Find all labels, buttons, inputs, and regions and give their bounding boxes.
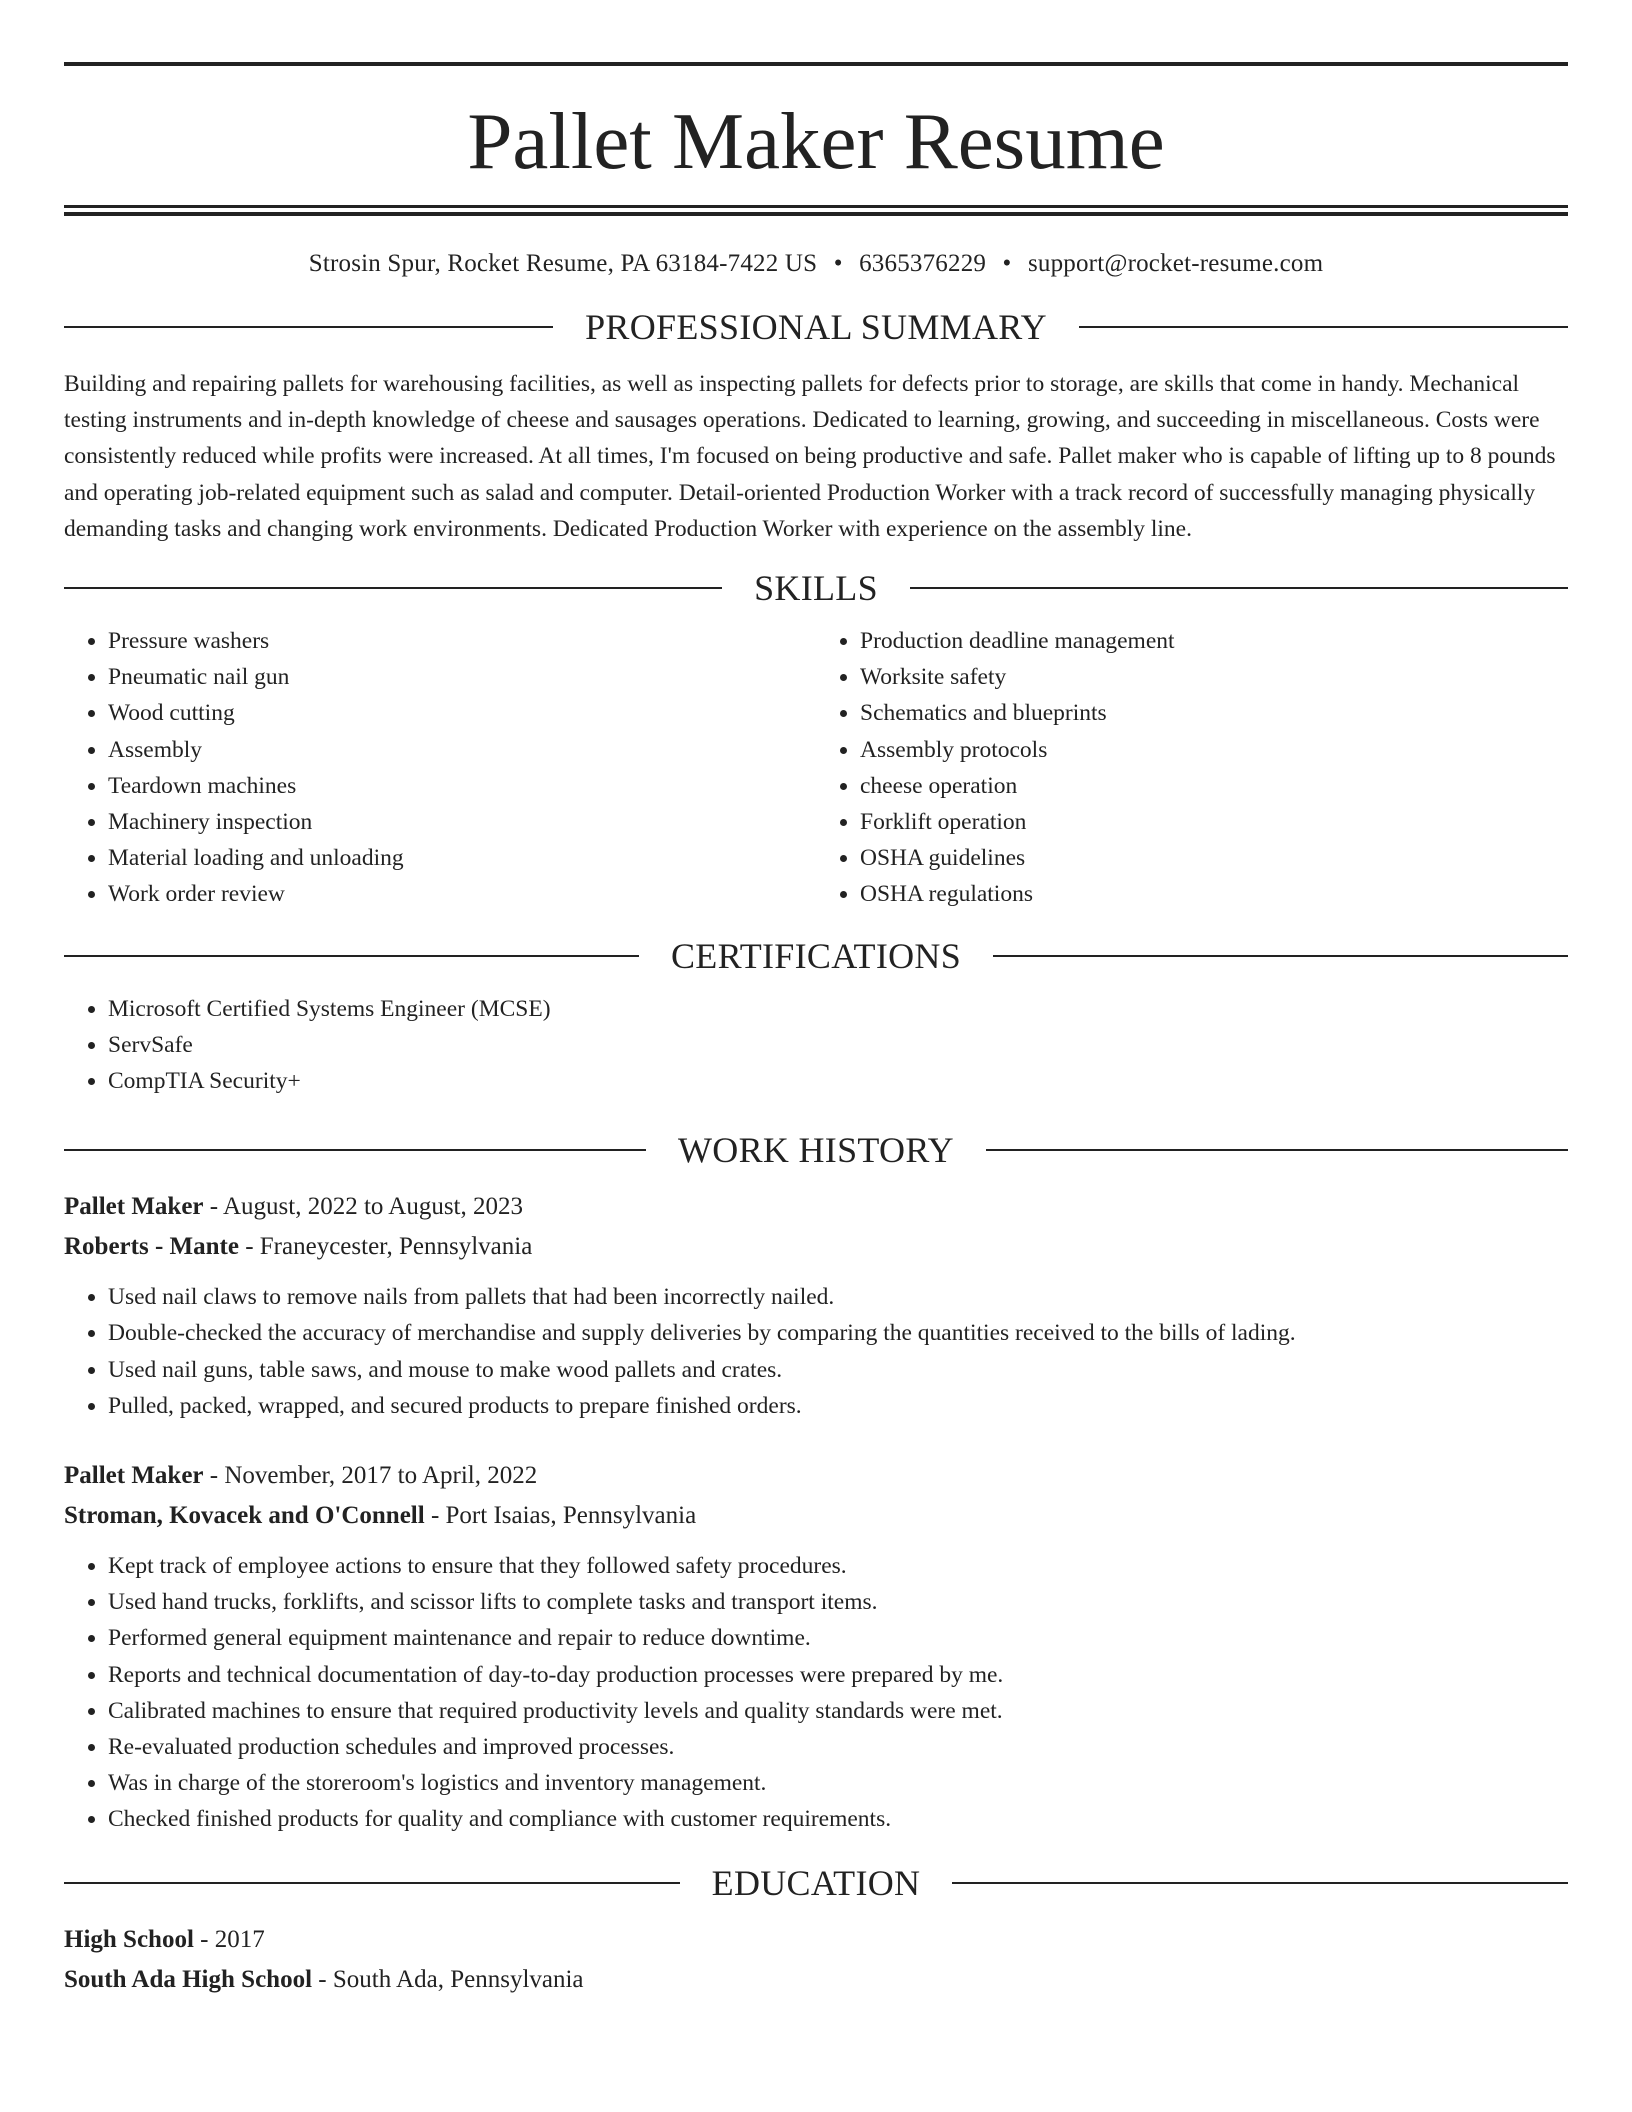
section-rule — [64, 1149, 646, 1151]
resume-title: Pallet Maker Resume — [467, 96, 1165, 186]
contact-address: Strosin Spur, Rocket Resume, PA 63184-7422 US — [308, 250, 818, 277]
job-bullet: • Calibrated machines to ensure that required productivity levels and quality standards were met. — [108, 1693, 1568, 1729]
skill-item: • cheese operation — [860, 768, 1568, 804]
education-school: South Ada High School — [64, 1965, 313, 1993]
certification-item: • ServSafe — [108, 1027, 1568, 1063]
skill-item: • Assembly — [108, 732, 816, 768]
job-bullet: • Used nail guns, table saws, and mouse to make wood pallets and crates. — [108, 1352, 1568, 1388]
job-title: Pallet Maker — [64, 1193, 204, 1221]
job-dates: - August, 2022 to August, 2023 — [203, 1193, 524, 1221]
skills-list-left — [64, 623, 816, 913]
skill-item: • Wood cutting — [108, 695, 816, 731]
job-bullets — [64, 1548, 1568, 1838]
job-company: Roberts - Mante — [64, 1233, 239, 1261]
section-rule — [993, 955, 1568, 957]
certification-item: • CompTIA Security+ — [108, 1063, 1568, 1099]
section-rule — [910, 587, 1568, 589]
job-bullet: • Performed general equipment maintenance and repair to reduce downtime. — [108, 1620, 1568, 1656]
education-entry — [64, 1920, 1568, 2000]
top-rule — [64, 62, 1568, 66]
job-company-line — [64, 1496, 1568, 1536]
job-company: Stroman, Kovacek and O'Connell — [64, 1502, 425, 1530]
job-entry — [64, 1456, 1568, 1838]
skill-item: • Teardown machines — [108, 768, 816, 804]
skills-grid — [64, 623, 1568, 913]
summary-text: Building and repairing pallets for warehousing facilities, as well as inspecting pallets for defects prior to storage, are skills that come in handy. Mechanical testing instruments and in-depth knowledge of cheese and sausages operations. Dedicated to learning, growing, and succeeding in miscellaneous. Costs were consistently reduced while profits were increased. At all times, I'm focused on being productive and safe. Pallet maker who is capable of lifting up to 8 pounds and operating job-related equipment such as salad and computer. Detail-oriented Production Worker with a track record of successfully managing physically demanding tasks and changing work environments. Dedicated Production Worker with experience on the assembly line. — [64, 371, 1556, 542]
section-title-work-history: WORK HISTORY — [678, 1130, 954, 1171]
section-rule — [1079, 326, 1568, 328]
education-year: - 2017 — [193, 1925, 265, 1953]
skills-list-right — [816, 623, 1568, 913]
work-history-section-header — [64, 1125, 1568, 1175]
job-bullet: • Re-evaluated production schedules and improved processes. — [108, 1729, 1568, 1765]
job-bullet: • Reports and technical documentation of day-to-day production processes were prepared by me. — [108, 1657, 1568, 1693]
job-location: - Franeycester, Pennsylvania — [238, 1233, 533, 1261]
education-school-line — [64, 1960, 1568, 2000]
section-rule — [952, 1882, 1568, 1884]
section-rule — [986, 1149, 1568, 1151]
skill-item: • Schematics and blueprints — [860, 695, 1568, 731]
contact-phone: 6365376229 — [859, 250, 987, 277]
skill-item: • Pneumatic nail gun — [108, 659, 816, 695]
skill-item: • OSHA regulations — [860, 876, 1568, 912]
education-section-header — [64, 1858, 1568, 1908]
job-company-line — [64, 1227, 1568, 1267]
section-title-education: EDUCATION — [711, 1862, 921, 1903]
section-rule — [64, 1882, 680, 1884]
education-degree-line — [64, 1920, 1568, 1960]
title-double-rule — [64, 205, 1568, 216]
section-title-certifications: CERTIFICATIONS — [670, 935, 962, 976]
skill-item: • OSHA guidelines — [860, 840, 1568, 876]
contact-line — [64, 250, 1568, 290]
job-bullet: • Used nail claws to remove nails from pallets that had been incorrectly nailed. — [108, 1279, 1568, 1315]
skill-item: • Pressure washers — [108, 623, 816, 659]
skill-item: • Forklift operation — [860, 804, 1568, 840]
skill-item: • Assembly protocols — [860, 732, 1568, 768]
job-dates: - November, 2017 to April, 2022 — [203, 1462, 538, 1490]
job-bullet: • Pulled, packed, wrapped, and secured products to prepare finished orders. — [108, 1388, 1568, 1424]
contact-separator: • — [833, 250, 843, 277]
section-title-summary: PROFESSIONAL SUMMARY — [585, 307, 1047, 347]
section-rule — [64, 587, 722, 589]
contact-email: support@rocket-resume.com — [1027, 250, 1324, 277]
job-bullet: • Checked finished products for quality and compliance with customer requirements. — [108, 1801, 1568, 1837]
certification-item: • Microsoft Certified Systems Engineer (MCSE) — [108, 991, 1568, 1027]
skill-item: • Production deadline management — [860, 623, 1568, 659]
job-bullets — [64, 1279, 1568, 1424]
skill-item: • Material loading and unloading — [108, 840, 816, 876]
contact-separator: • — [1002, 250, 1012, 277]
job-location: - Port Isaias, Pennsylvania — [424, 1502, 697, 1530]
section-title-skills: SKILLS — [754, 568, 878, 609]
section-rule — [64, 955, 639, 957]
skill-item: • Work order review — [108, 876, 816, 912]
skill-item: • Machinery inspection — [108, 804, 816, 840]
education-degree: High School — [64, 1925, 194, 1953]
job-title-line — [64, 1187, 1568, 1227]
job-bullet: • Was in charge of the storeroom's logistics and inventory management. — [108, 1765, 1568, 1801]
job-title-line — [64, 1456, 1568, 1496]
certifications-list — [64, 991, 1568, 1100]
job-bullet: • Kept track of employee actions to ensure that they followed safety procedures. — [108, 1548, 1568, 1584]
skills-section-header — [64, 563, 1568, 613]
education-location: - South Ada, Pennsylvania — [312, 1965, 584, 1993]
job-title: Pallet Maker — [64, 1462, 204, 1490]
job-bullet: • Double-checked the accuracy of merchandise and supply deliveries by comparing the quantities received to the bills of lading. — [108, 1315, 1568, 1351]
job-entry — [64, 1187, 1568, 1424]
skill-item: • Worksite safety — [860, 659, 1568, 695]
summary-section-header — [64, 302, 1568, 352]
section-rule — [64, 326, 553, 328]
job-bullet: • Used hand trucks, forklifts, and scissor lifts to complete tasks and transport items. — [108, 1584, 1568, 1620]
certifications-section-header — [64, 931, 1568, 981]
